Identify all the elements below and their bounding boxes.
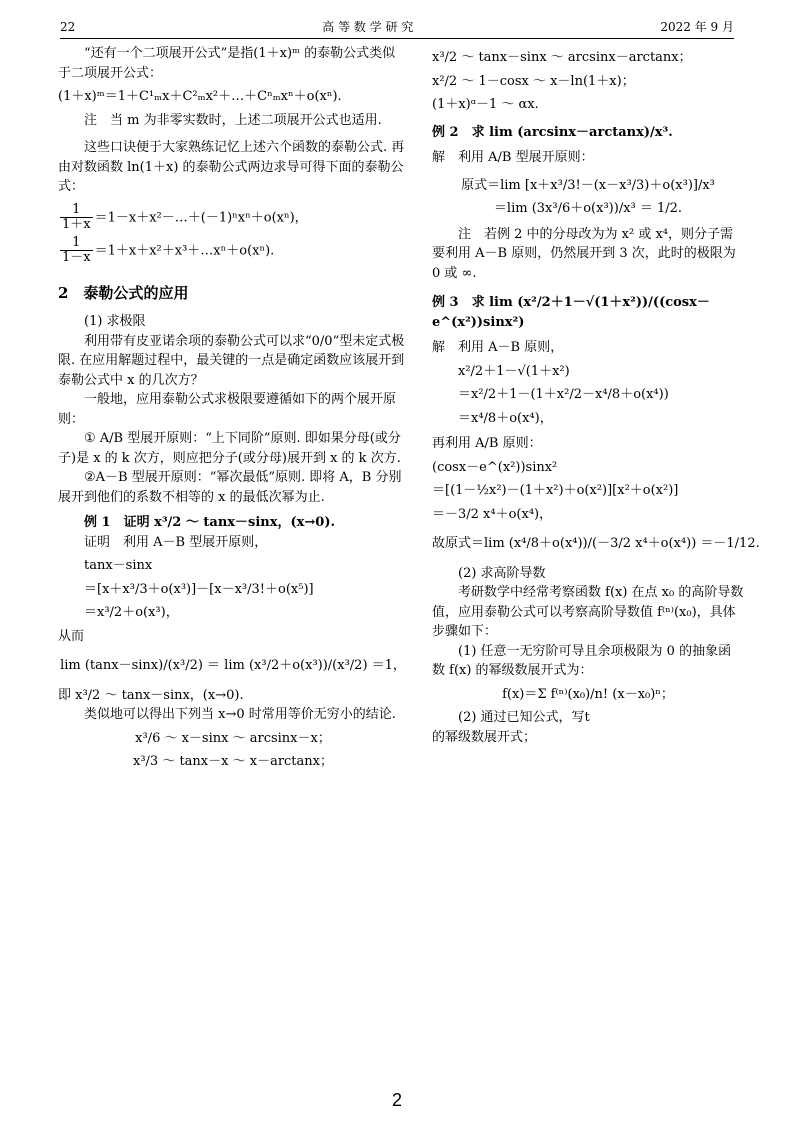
- step-2-continued: 的幂级数展开式；: [432, 729, 537, 745]
- conclusion: 即 x³/2 ～ tanx－sinx，(x→0).: [58, 687, 244, 703]
- solution-line: ＝x⁴/8＋o(x⁴)，: [458, 410, 553, 426]
- solution-line: ＝x²/2＋1－(1＋x²/2－x⁴/8＋o(x⁴)): [458, 387, 669, 402]
- solution-label: 解 利用 A/B 型展开原则：: [432, 150, 594, 165]
- thus-label: 从而: [58, 628, 85, 644]
- again-label: 再利用 A/B 原则：: [432, 436, 542, 451]
- solution-line: (cosx－e^(x²))sinx²: [432, 459, 558, 475]
- page-header: [60, 14, 734, 39]
- series-formula: f(x)＝Σ f⁽ⁿ⁾(x₀)/n! (x－x₀)ⁿ；: [502, 686, 674, 702]
- journal-title: 高 等 数 学 研 究: [322, 20, 414, 34]
- equivalence-5: (1＋x)ᵅ－1 ～ αx.: [432, 97, 539, 112]
- issue-date: 2022 年 9 月: [660, 20, 734, 34]
- equation-geometric-1: $\frac{1}{1+x}$ ＝1－x＋x²－…＋(－1)ⁿxⁿ＋o(xⁿ)，: [62, 201, 308, 232]
- note: 注 当 m 为非零实数时，上述二项展开公式也适用.: [84, 112, 382, 128]
- solution-line: x²/2＋1－√(1＋x²): [458, 363, 570, 379]
- section-heading: 2 泰勒公式的应用: [58, 283, 189, 302]
- paragraph: 考研数学中经常考察函数 f(x) 在点 x₀ 的高阶导数值，应用泰勒公式可以考察高阶导数值 f⁽ⁿ⁾(x₀)，具体步骤如下：: [432, 585, 744, 639]
- paragraph: 利用带有皮亚诺余项的泰勒公式可以求“0/0”型未定式极限. 在应用解题过程中，最关键的一点是确定函数应该展开到泰勒公式中 x 的几次方？: [58, 333, 405, 388]
- rule-2: ②A－B 型展开原则：“幂次最低”原则. 即将 A，B 分别展开到他们的系数不相等的 x 的最低次幂为止.: [58, 470, 402, 505]
- proof-label: 证明 利用 A－B 型展开原则，: [84, 534, 268, 550]
- proof-line: ＝x³/2＋o(x³)，: [84, 605, 179, 621]
- example-2: 例 2 求 lim (arcsinx－arctanx)/x³.: [432, 124, 673, 140]
- example-3: 例 3 求 lim (x²/2＋1－√(1＋x²))/((cosx－e^(x²))sinx²): [432, 295, 710, 330]
- proof-line: ＝[x＋x³/3＋o(x³)]－[x－x³/3!＋o(x⁵)]: [84, 581, 314, 597]
- solution-line: ＝[(1－½x²)－(1＋x²)＋o(x²)][x²＋o(x²)]: [432, 483, 679, 498]
- right-column: [432, 44, 760, 747]
- equivalence-3: x³/2 ～ tanx－sinx ～ arcsinx－arctanx；: [432, 50, 692, 65]
- equivalence-1: x³/6 ～ x－sinx ～ arcsinx－x；: [135, 730, 331, 746]
- equivalence-4: x²/2 ～ 1－cosx ～ x－ln(1＋x)；: [432, 73, 635, 89]
- subsection-heading: (1) 求极限: [84, 314, 146, 330]
- paragraph: 一般地，应用泰勒公式求极限要遵循如下的两个展开原则：: [58, 392, 397, 427]
- equivalence-2: x³/3 ～ tanx－x ～ x－arctanx；: [133, 754, 333, 770]
- solution-line: ＝－3/2 x⁴＋o(x⁴)，: [432, 506, 553, 522]
- final-result: 故原式＝lim (x⁴/8＋o(x⁴))/(－3/2 x⁴＋o(x⁴)) ＝－1/12.: [432, 536, 760, 551]
- paragraph: “还有一个二项展开公式”是指(1＋x)ᵐ 的泰勒公式类似于二项展开公式：: [58, 46, 396, 81]
- step-1: (1) 任意一无穷阶可导且余项极限为 0 的抽象函数 f(x) 的幂级数展开式为：: [432, 643, 732, 678]
- example-1: 例 1 证明 x³/2 ～ tanx－sinx，(x→0).: [84, 515, 335, 531]
- page-number: 22: [60, 20, 76, 34]
- paragraph: 这些口诀便于大家熟练记忆上述六个函数的泰勒公式. 再由对数函数 ln(1＋x) 的泰勒公式两边求导可得下面的泰勒公式：: [58, 140, 405, 194]
- left-column: [58, 44, 408, 776]
- step-2: (2) 通过已知公式，写t: [458, 710, 590, 725]
- limit-equation: lim (tanx－sinx)/(x³/2) ＝ lim (x³/2＋o(x³))/(x³/2) ＝1，: [60, 658, 406, 674]
- equation-geometric-2: $\frac{1}{1-x}$ ＝1＋x＋x²＋x³＋…xⁿ＋o(xⁿ).: [62, 235, 275, 266]
- solution-line: 原式＝lim [x＋x³/3!－(x－x³/3)＋o(x³)]/x³: [461, 177, 715, 193]
- equation-binomial: (1＋x)ᵐ＝1＋C¹ₘx＋C²ₘx²＋…＋Cⁿₘxⁿ＋o(xⁿ).: [58, 89, 342, 104]
- rule-1: ① A/B 型展开原则：“上下同阶”原则. 即如果分母(或分子)是 x 的 k 次方，则应把分子(或分母)展开到 x 的 k 次方.: [58, 431, 401, 466]
- solution-label: 解 利用 A－B 原则，: [432, 340, 564, 355]
- solution-line: ＝lim (3x³/6＋o(x³))/x³ ＝ 1/2.: [493, 201, 683, 216]
- proof-line: tanx－sinx: [84, 558, 153, 574]
- paragraph: 类似地可以得出下列当 x→0 时常用等价无穷小的结论.: [84, 707, 396, 723]
- page-footer-number: 2: [391, 1090, 402, 1110]
- subsection-heading: (2) 求高阶导数: [458, 565, 546, 581]
- note: 注 若例 2 中的分母改为为 x² 或 x⁴，则分子需要利用 A－B 原则，仍然展开到 3 次，此时的极限为 0 或 ∞.: [432, 226, 736, 281]
